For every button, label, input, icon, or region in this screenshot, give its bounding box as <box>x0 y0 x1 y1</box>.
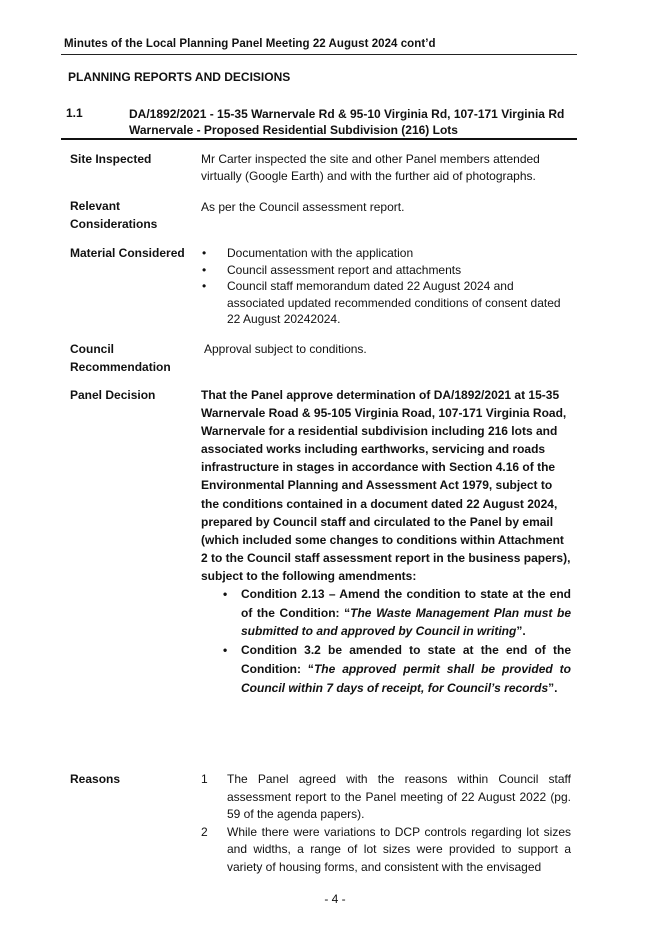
running-header: Minutes of the Local Planning Panel Meeting 22 August 2024 cont’d <box>64 38 436 50</box>
list-item: 2 While there were variations to DCP controls regarding lot sizes and widths, a range of lot sizes were provided to support a variety of housing forms, and consistent with the envisaged <box>201 824 571 874</box>
list-item: 1 The Panel agreed with the reasons within Council staff assessment report to the Panel meeting of 22 August 2022 (pg. 59 of the agenda papers). <box>201 772 571 821</box>
bullet-icon: • <box>223 587 228 602</box>
material-considered-label: Material Considered <box>70 246 185 260</box>
reasons-body <box>201 771 571 876</box>
title-rule <box>61 138 577 140</box>
bullet-icon: • <box>202 279 207 293</box>
relevant-considerations-text: As per the Council assessment report. <box>201 200 405 214</box>
quoted-condition-text: The approved permit shall be provided to Council within 7 days of receipt, for Council’s records <box>241 661 572 695</box>
list-item: • Condition 2.13 – Amend the condition to state at the end of the Condition: “The Waste Management Plan must be submitted to and approved by Council in writing”. <box>223 587 571 639</box>
section-heading: PLANNING REPORTS AND DECISIONS <box>68 70 291 84</box>
list-item: • Council staff memorandum dated 22 August 2024 and associated updated recommended conditions of consent dated 22 August 20242024. <box>202 279 561 326</box>
council-recommendation-text: Approval subject to conditions. <box>204 342 367 356</box>
panel-decision-body <box>201 386 571 697</box>
list-item: • Condition 3.2 be amended to state at the end of the Condition: “The approved permit shall be provided to Council within 7 days of receipt, for Council’s records”. <box>223 643 572 695</box>
bullet-icon: • <box>202 246 207 260</box>
page-number: - 4 - <box>324 892 346 906</box>
item-title: DA/1892/2021 - 15-35 Warnervale Rd & 95-10 Virginia Rd, 107-171 Virginia Rd Warnervale - Proposed Residential Subdivision (216) Lots <box>129 107 565 137</box>
header-rule <box>61 54 577 55</box>
material-considered-list <box>201 245 571 328</box>
bullet-icon: • <box>202 262 207 277</box>
relevant-considerations-label: Relevant Considerations <box>70 199 158 231</box>
site-inspected-text: Mr Carter inspected the site and other Panel members attended virtually (Google Earth) and with the further aid of photographs. <box>201 152 540 183</box>
item-number: 1.1 <box>66 106 83 120</box>
site-inspected-label: Site Inspected <box>70 152 152 166</box>
panel-decision-label: Panel Decision <box>70 388 156 402</box>
bullet-icon: • <box>223 643 228 658</box>
list-item: • Documentation with the application <box>202 246 414 260</box>
list-item: • Council assessment report and attachments <box>202 262 462 277</box>
reasons-label: Reasons <box>70 772 121 786</box>
council-recommendation-label: Council Recommendation <box>70 342 171 374</box>
panel-decision-text: That the Panel approve determination of DA/1892/2021 at 15-35 Warnervale Road & 95-105 Virginia Road, 107-171 Virginia Road, Warnervale for a residential subdivision including 216 lots and associated works including earthworks, servicing and roads infrastructure in stages in accordance with Section 4.16 of the Environmental Planning and Assessment Act 1979, subject to the conditions contained in a document dated 22 August 2024, prepared by Council staff and circulated to the Panel by email (which included some changes to conditions within Attachment 2 to the Council staff assessment report in the business papers), subject to the following amendments: <box>201 388 571 583</box>
quoted-condition-text: The Waste Management Plan must be submitted to and approved by Council in writing <box>241 605 571 639</box>
